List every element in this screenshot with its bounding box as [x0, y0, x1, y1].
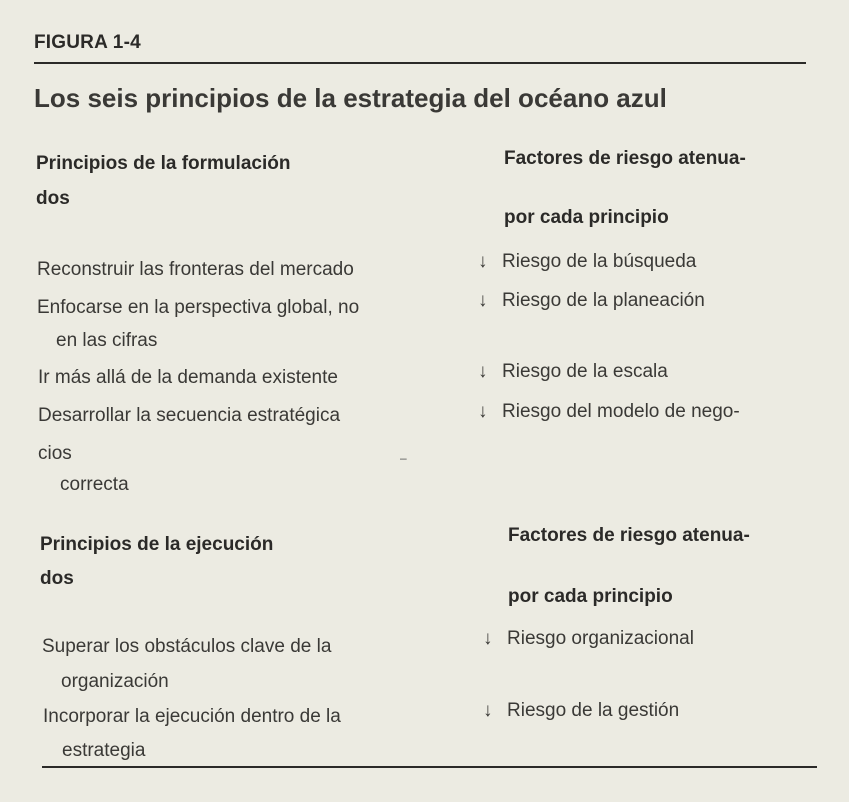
formulation-risk-heading: Factores de riesgo atenua-	[504, 148, 746, 169]
risk-escala: ↓ Riesgo de la escala	[478, 361, 668, 382]
execution-heading-cont: dos	[40, 568, 74, 589]
risk-modelo-negocio: ↓ Riesgo del modelo de nego-	[478, 401, 740, 422]
down-arrow-icon: ↓	[478, 251, 488, 272]
down-arrow-icon: ↓	[478, 401, 488, 422]
down-arrow-icon: ↓	[478, 361, 488, 382]
risk-busqueda: ↓ Riesgo de la búsqueda	[478, 251, 697, 272]
principle-incorporar-cont: estrategia	[62, 740, 146, 761]
principle-ir-mas-alla: Ir más allá de la demanda existente	[38, 367, 338, 388]
down-arrow-icon: ↓	[483, 628, 493, 649]
down-arrow-icon: ↓	[483, 700, 493, 721]
principle-enfocarse: Enfocarse en la perspectiva global, no	[37, 297, 360, 318]
principle-desarrollar-cont2: correcta	[60, 474, 129, 495]
principle-desarrollar-cont: cios	[38, 443, 72, 464]
principle-superar: Superar los obstáculos clave de la	[42, 636, 332, 657]
stray-mark: ‒	[400, 451, 407, 465]
principle-superar-cont: organización	[61, 671, 169, 692]
formulation-heading: Principios de la formulación	[36, 153, 291, 174]
formulation-risk-heading-cont: por cada principio	[504, 207, 669, 228]
figure-label: FIGURA 1-4	[34, 32, 141, 53]
figure-title: Los seis principios de la estrategia del océano azul	[34, 83, 667, 113]
principle-enfocarse-cont: en las cifras	[56, 330, 158, 351]
risk-gestion: ↓ Riesgo de la gestión	[483, 700, 680, 721]
execution-risk-heading-cont: por cada principio	[508, 586, 673, 607]
principle-desarrollar: Desarrollar la secuencia estratégica	[38, 405, 341, 426]
execution-heading: Principios de la ejecución	[40, 534, 274, 555]
top-rule	[34, 62, 806, 64]
risk-planeacion: ↓ Riesgo de la planeación	[478, 290, 705, 311]
principle-reconstruir: Reconstruir las fronteras del mercado	[37, 259, 354, 280]
bottom-rule	[42, 766, 817, 768]
execution-risk-heading: Factores de riesgo atenua-	[508, 525, 750, 546]
principle-incorporar: Incorporar la ejecución dentro de la	[43, 706, 341, 727]
down-arrow-icon: ↓	[478, 290, 488, 311]
formulation-heading-cont: dos	[36, 188, 70, 209]
risk-organizacional: ↓ Riesgo organizacional	[483, 628, 694, 649]
